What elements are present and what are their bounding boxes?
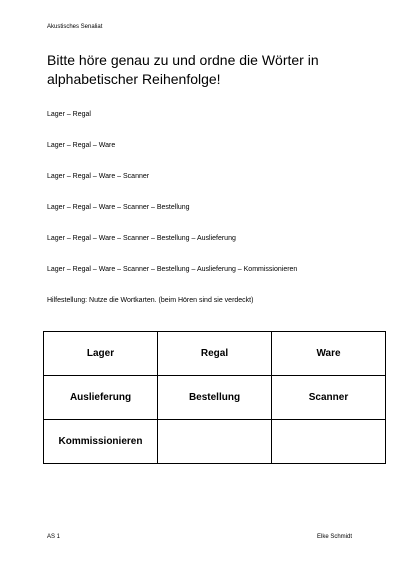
word-card-row <box>44 376 386 420</box>
sequence-line-1: Lager – Regal <box>47 111 91 118</box>
word-card-empty <box>158 420 272 464</box>
word-card-row <box>44 332 386 376</box>
task-title: Bitte höre genau zu und ordne die Wörter in alphabetischer Reihenfolge! <box>47 52 319 87</box>
word-card: Regal <box>158 332 272 376</box>
word-card-empty <box>272 420 386 464</box>
sequence-line-4: Lager – Regal – Ware – Scanner – Bestellung <box>47 204 190 211</box>
word-card: Kommissionieren <box>44 420 158 464</box>
word-card: Scanner <box>272 376 386 420</box>
word-card: Lager <box>44 332 158 376</box>
word-card-table <box>43 331 386 464</box>
author-name: Elke Schmidt <box>316 534 352 540</box>
sequence-line-2: Lager – Regal – Ware <box>47 142 116 149</box>
page-header: Akustisches Senaliat <box>47 24 103 30</box>
word-card: Ware <box>272 332 386 376</box>
sheet-id: AS 1 <box>47 534 61 540</box>
word-card: Bestellung <box>158 376 272 420</box>
sequence-line-3: Lager – Regal – Ware – Scanner <box>47 173 150 180</box>
sequence-line-6: Lager – Regal – Ware – Scanner – Bestellung – Auslieferung – Kommissionieren <box>47 266 298 273</box>
word-card: Auslieferung <box>44 376 158 420</box>
word-card-row <box>44 420 386 464</box>
sequence-line-5: Lager – Regal – Ware – Scanner – Bestellung – Auslieferung <box>47 235 236 242</box>
help-text: Hilfestellung: Nutze die Wortkarten. (beim Hören sind sie verdeckt) <box>47 297 254 304</box>
